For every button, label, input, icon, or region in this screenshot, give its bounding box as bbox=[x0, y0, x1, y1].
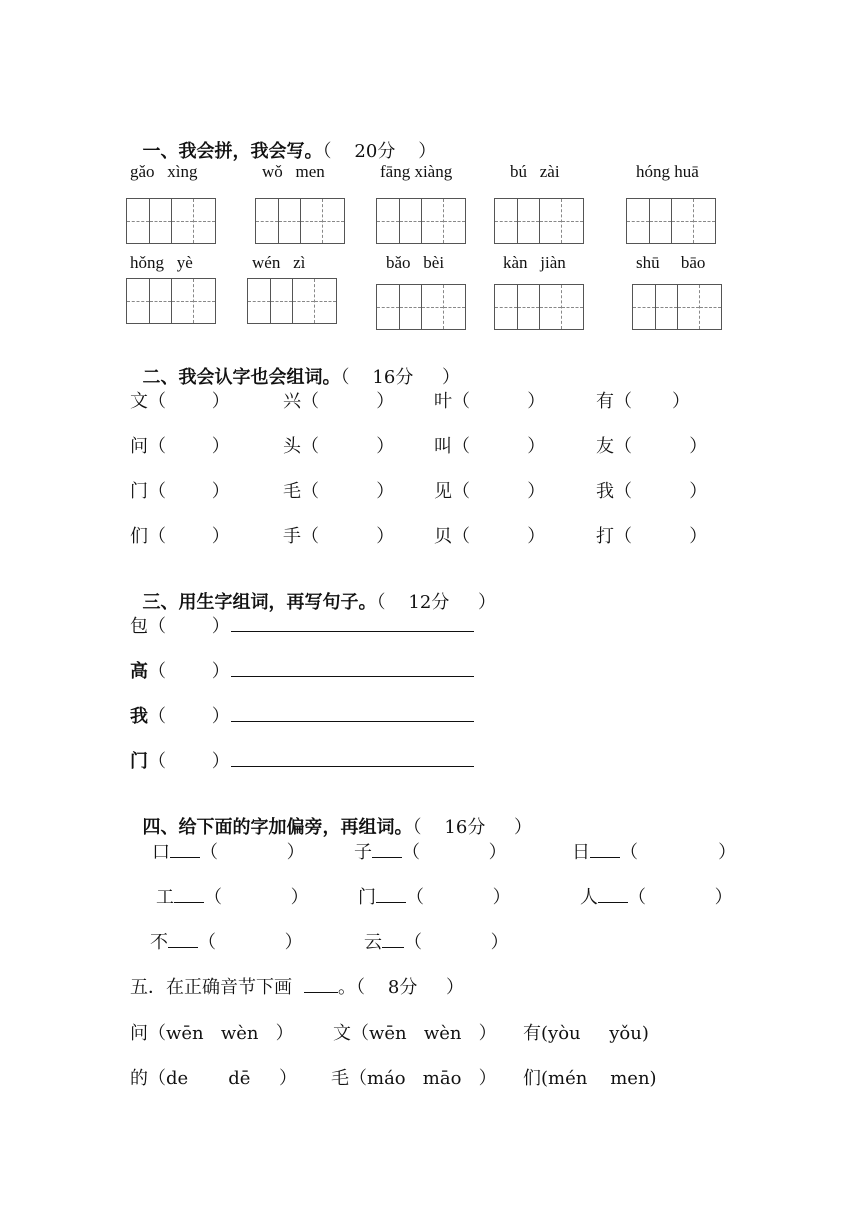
paren-blank: （ ） bbox=[148, 706, 230, 727]
word-group-item: 头（ ） bbox=[283, 436, 395, 457]
radical-char: 人 bbox=[580, 887, 598, 908]
section-1-score: （ 20分 ） bbox=[322, 141, 437, 162]
paren-blank: （ ） bbox=[204, 887, 309, 908]
paren-blank: （ ） bbox=[148, 751, 230, 772]
radical-char: 不 bbox=[150, 932, 168, 953]
word-group-item: 友（ ） bbox=[596, 436, 708, 457]
syllable-item[interactable]: 的（de dē ） bbox=[130, 1068, 298, 1089]
sentence-item bbox=[130, 747, 230, 773]
writing-grid[interactable] bbox=[126, 198, 216, 244]
sentence-item bbox=[130, 612, 230, 638]
word-group-item: 见（ ） bbox=[434, 481, 546, 502]
radical-blank[interactable] bbox=[598, 884, 628, 903]
writing-grid[interactable] bbox=[376, 284, 466, 330]
word-group-item: 兴（ ） bbox=[283, 391, 395, 412]
pinyin: hǒng yè bbox=[130, 253, 193, 272]
writing-grid[interactable] bbox=[626, 198, 716, 244]
section-4-score: （ 16分 ） bbox=[412, 817, 532, 838]
section-4-title: 四、给下面的字加偏旁，再组词。 bbox=[142, 817, 413, 838]
word-group-item: 我（ ） bbox=[596, 481, 708, 502]
paren-blank: （ ） bbox=[404, 932, 509, 953]
sentence-char: 我 bbox=[130, 706, 148, 727]
word-group-item: 手（ ） bbox=[283, 526, 395, 547]
paren-blank: （ ） bbox=[198, 932, 303, 953]
sentence-item bbox=[130, 657, 230, 683]
sentence-char: 门 bbox=[130, 751, 148, 772]
syllable-item[interactable]: 毛（máo māo ） bbox=[331, 1068, 497, 1089]
radical-char: 日 bbox=[572, 842, 590, 863]
section-2-title: 二、我会认字也会组词。 bbox=[142, 367, 341, 388]
radical-blank[interactable] bbox=[590, 839, 620, 858]
word-group-item: 文（ ） bbox=[130, 391, 230, 412]
section-5-heading bbox=[130, 973, 464, 999]
writing-grid[interactable] bbox=[494, 198, 584, 244]
radical-item bbox=[354, 838, 507, 864]
writing-grid[interactable] bbox=[632, 284, 722, 330]
paren-blank: （ ） bbox=[148, 661, 230, 682]
sentence-line[interactable] bbox=[231, 676, 474, 677]
paren-blank: （ ） bbox=[200, 842, 305, 863]
radical-item bbox=[580, 883, 733, 909]
pinyin: wén zì bbox=[252, 253, 306, 272]
word-group-item: 叫（ ） bbox=[434, 436, 546, 457]
sentence-line[interactable] bbox=[231, 721, 474, 722]
word-group-item: 问（ ） bbox=[130, 436, 230, 457]
paren-blank: （ ） bbox=[628, 887, 733, 908]
sentence-item bbox=[130, 702, 230, 728]
pinyin: gǎo xìng bbox=[130, 162, 198, 181]
writing-grid[interactable] bbox=[255, 198, 345, 244]
radical-char: 子 bbox=[354, 842, 372, 863]
word-group-item: 们（ ） bbox=[130, 526, 230, 547]
pinyin: kàn jiàn bbox=[503, 253, 566, 272]
radical-item bbox=[572, 838, 736, 864]
radical-item bbox=[358, 883, 511, 909]
writing-grid[interactable] bbox=[494, 284, 584, 330]
word-group-item: 门（ ） bbox=[130, 481, 230, 502]
syllable-item[interactable]: 问（wēn wèn ） bbox=[130, 1023, 294, 1044]
radical-char: 云 bbox=[364, 932, 382, 953]
section-2-score: （ 16分 ） bbox=[340, 367, 460, 388]
section-1-heading bbox=[130, 116, 436, 163]
word-group-item: 叶（ ） bbox=[434, 391, 546, 412]
radical-item bbox=[364, 928, 509, 954]
radical-blank[interactable] bbox=[382, 929, 404, 948]
paren-blank: （ ） bbox=[148, 616, 230, 637]
word-group-item: 有（ ） bbox=[596, 391, 691, 412]
paren-blank: （ ） bbox=[406, 887, 511, 908]
syllable-item[interactable]: 文（wēn wèn ） bbox=[333, 1023, 497, 1044]
section-1-title: 一、我会拼，我会写。 bbox=[142, 141, 323, 162]
word-group-item: 打（ ） bbox=[596, 526, 708, 547]
paren-blank: （ ） bbox=[620, 842, 737, 863]
word-group-item: 毛（ ） bbox=[283, 481, 395, 502]
section-3-title: 三、用生字组词，再写句子。 bbox=[142, 592, 377, 613]
writing-grid[interactable] bbox=[247, 278, 337, 324]
radical-char: 口 bbox=[152, 842, 170, 863]
radical-char: 工 bbox=[156, 887, 174, 908]
word-group-item: 贝（ ） bbox=[434, 526, 546, 547]
pinyin: bǎo bèi bbox=[386, 253, 445, 272]
pinyin: hóng huā bbox=[636, 162, 699, 181]
pinyin: bú zài bbox=[510, 162, 560, 181]
section-5-title: 五．在正确音节下画 bbox=[130, 977, 292, 998]
sentence-char: 包 bbox=[130, 616, 148, 637]
sentence-char: 高 bbox=[130, 661, 148, 682]
radical-item bbox=[150, 928, 303, 954]
section-3-heading bbox=[130, 567, 496, 614]
section-2-heading bbox=[130, 342, 460, 389]
sentence-line[interactable] bbox=[231, 631, 474, 632]
section-4-heading bbox=[130, 792, 532, 839]
section-5-score: 。（ 8分 ） bbox=[338, 977, 464, 998]
underline-sample bbox=[304, 974, 338, 993]
syllable-item[interactable]: 们(mén men) bbox=[523, 1068, 657, 1089]
writing-grid[interactable] bbox=[126, 278, 216, 324]
section-3-score: （ 12分 ） bbox=[376, 592, 496, 613]
pinyin: fāng xiàng bbox=[380, 162, 453, 181]
radical-blank[interactable] bbox=[372, 839, 402, 858]
radical-blank[interactable] bbox=[168, 929, 198, 948]
paren-blank: （ ） bbox=[402, 842, 507, 863]
radical-blank[interactable] bbox=[174, 884, 204, 903]
pinyin: wǒ men bbox=[262, 162, 325, 181]
radical-blank[interactable] bbox=[170, 839, 200, 858]
radical-item bbox=[156, 883, 309, 909]
syllable-item[interactable]: 有(yòu yǒu) bbox=[523, 1023, 649, 1044]
pinyin: shū bāo bbox=[636, 253, 706, 272]
radical-item bbox=[152, 838, 305, 864]
radical-char: 门 bbox=[358, 887, 376, 908]
sentence-line[interactable] bbox=[231, 766, 474, 767]
radical-blank[interactable] bbox=[376, 884, 406, 903]
writing-grid[interactable] bbox=[376, 198, 466, 244]
